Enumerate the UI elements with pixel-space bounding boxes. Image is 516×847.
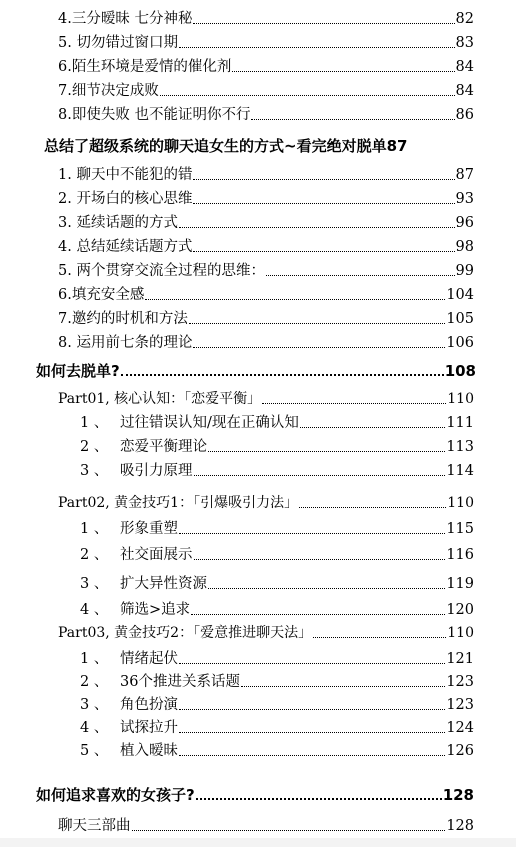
toc-part-title: Part01, 核心认知：「恋爱平衡」 <box>58 391 262 407</box>
toc-entry-page: 119 <box>446 576 474 592</box>
dot-leader <box>193 178 454 180</box>
toc-entry[interactable] <box>80 414 474 432</box>
toc-part-page: 110 <box>447 625 474 641</box>
dot-leader <box>251 118 454 120</box>
toc-entry-title: 5. 切勿错过窗口期 <box>58 35 178 51</box>
toc-item-number: 3 、 <box>80 463 109 479</box>
toc-entry[interactable] <box>58 334 474 352</box>
toc-entry-title: 8.即使失败 也不能证明你不行 <box>58 107 251 123</box>
dot-leader <box>145 298 445 300</box>
toc-part-heading[interactable] <box>58 624 474 642</box>
toc-entry-title: 8. 运用前七条的理论 <box>58 335 193 351</box>
dot-leader <box>232 70 454 72</box>
dot-leader <box>208 450 445 452</box>
toc-entry[interactable] <box>80 696 474 714</box>
toc-entry[interactable] <box>80 520 474 538</box>
toc-entry-title: 吸引力原理 <box>120 463 193 479</box>
toc-item-number: 3 、 <box>80 697 109 713</box>
toc-entry-title: 过往错误认知/现在正确认知 <box>120 415 299 431</box>
toc-item-number: 5 、 <box>80 743 109 759</box>
toc-entry-page: 99 <box>455 263 474 279</box>
toc-entry-title: 形象重塑 <box>120 521 178 537</box>
toc-entry-page: 83 <box>455 35 474 51</box>
toc-entry-title: 聊天三部曲 <box>58 818 131 834</box>
toc-entry-page: 121 <box>446 651 474 667</box>
toc-entry[interactable] <box>80 575 474 593</box>
toc-entry-page: 113 <box>446 439 474 455</box>
dot-leader <box>313 636 446 638</box>
toc-entry-title: 社交面展示 <box>120 547 193 563</box>
dot-leader <box>193 346 445 348</box>
toc-entry[interactable] <box>80 719 474 737</box>
dot-leader <box>121 373 444 376</box>
toc-entry[interactable] <box>58 214 474 232</box>
toc-entry[interactable] <box>80 438 474 456</box>
toc-entry-title: 6.陌生环境是爱情的催化剂 <box>58 59 232 75</box>
toc-entry-title: 扩大异性资源 <box>120 576 207 592</box>
toc-entry-title: 恋爱平衡理论 <box>120 439 207 455</box>
dot-leader <box>132 829 446 831</box>
toc-entry-page: 104 <box>446 287 474 303</box>
toc-part-title: Part03, 黄金技巧2：「爱意推进聊天法」 <box>58 625 313 641</box>
toc-part-page: 110 <box>447 391 474 407</box>
toc-entry-title: 6.填充安全感 <box>58 287 145 303</box>
toc-entry-page: 105 <box>446 311 474 327</box>
toc-entry-title: 2. 开场白的核心思维 <box>58 191 193 207</box>
toc-section-title: 总结了超级系统的聊天追女生的方式~看完绝对脱单 <box>44 137 387 155</box>
toc-entry-page: 123 <box>446 697 474 713</box>
dot-leader <box>300 426 445 428</box>
toc-entry[interactable] <box>58 10 474 28</box>
toc-section-title: 如何追求喜欢的女孩子? <box>36 786 195 804</box>
toc-item-number: 4 、 <box>80 720 109 736</box>
toc-entry[interactable] <box>80 650 474 668</box>
dot-leader <box>194 558 446 560</box>
toc-entry[interactable] <box>80 742 474 760</box>
toc-entry[interactable] <box>58 58 474 76</box>
toc-entry[interactable] <box>80 673 474 691</box>
toc-entry-page: 84 <box>455 83 474 99</box>
dot-leader <box>196 797 442 800</box>
toc-entry[interactable] <box>80 601 474 619</box>
toc-entry-title: 情绪起伏 <box>120 651 178 667</box>
toc-entry[interactable] <box>58 286 474 304</box>
toc-entry-page: 124 <box>446 720 474 736</box>
toc-entry-page: 87 <box>455 167 474 183</box>
toc-section-heading[interactable] <box>44 137 476 155</box>
toc-item-number: 1 、 <box>80 651 109 667</box>
toc-entry-page: 114 <box>446 463 474 479</box>
toc-section-page: 108 <box>444 362 476 380</box>
dot-leader <box>179 226 455 228</box>
toc-item-number: 1 、 <box>80 521 109 537</box>
toc-part-heading[interactable] <box>58 390 474 408</box>
toc-entry-page: 106 <box>446 335 474 351</box>
dot-leader <box>193 202 454 204</box>
toc-item-number: 2 、 <box>80 547 109 563</box>
toc-entry[interactable] <box>80 462 474 480</box>
toc-entry[interactable] <box>58 262 474 280</box>
toc-entry[interactable] <box>58 82 474 100</box>
toc-entry-title: 4.三分暧昧 七分神秘 <box>58 11 193 27</box>
toc-entry-title: 4. 总结延续话题方式 <box>58 239 193 255</box>
toc-section-heading[interactable] <box>36 362 476 380</box>
dot-leader <box>179 532 445 534</box>
toc-entry-page: 86 <box>455 107 474 123</box>
dot-leader <box>266 274 455 276</box>
toc-section-title: 如何去脱单? <box>36 362 120 380</box>
toc-entry-page: 126 <box>446 743 474 759</box>
toc-part-page: 110 <box>447 495 474 511</box>
toc-part-title: Part02, 黄金技巧1：「引爆吸引力法」 <box>58 495 299 511</box>
toc-item-number: 4 、 <box>80 602 109 618</box>
toc-entry-title: 角色扮演 <box>120 697 178 713</box>
toc-item-number: 2 、 <box>80 439 109 455</box>
dot-leader <box>299 506 446 508</box>
dot-leader <box>189 322 445 324</box>
toc-item-number: 2 、 <box>80 674 109 690</box>
dot-leader <box>193 22 454 24</box>
toc-entry-page: 93 <box>455 191 474 207</box>
toc-entry-title: 植入暧昧 <box>120 743 178 759</box>
dot-leader <box>179 46 455 48</box>
toc-entry[interactable] <box>58 106 474 124</box>
toc-section-page: 128 <box>442 786 474 804</box>
dot-leader <box>208 587 445 589</box>
toc-entry-title: 试探拉升 <box>120 720 178 736</box>
toc-entry-title: 3. 延续话题的方式 <box>58 215 178 231</box>
toc-entry[interactable] <box>58 190 474 208</box>
toc-entry-page: 123 <box>446 674 474 690</box>
toc-entry-page: 96 <box>455 215 474 231</box>
dot-leader <box>179 754 445 756</box>
toc-part-heading[interactable] <box>58 494 474 512</box>
toc-entry-page: 111 <box>446 415 474 431</box>
toc-entry[interactable] <box>80 546 474 564</box>
dot-leader <box>262 402 446 404</box>
dot-leader <box>179 662 445 664</box>
toc-entry-page: 128 <box>446 818 474 834</box>
toc-entry[interactable] <box>58 310 474 328</box>
toc-entry-page: 98 <box>455 239 474 255</box>
toc-entry-page: 115 <box>446 521 474 537</box>
dot-leader <box>193 250 454 252</box>
toc-entry-title: 1. 聊天中不能犯的错 <box>58 167 193 183</box>
dot-leader <box>194 474 446 476</box>
toc-entry-page: 84 <box>455 59 474 75</box>
dot-leader <box>179 731 445 733</box>
dot-leader <box>241 685 445 687</box>
toc-entry-title: 5. 两个贯穿交流全过程的思维： <box>58 263 265 279</box>
toc-entry-title: 7.邀约的时机和方法 <box>58 311 188 327</box>
toc-entry-title: 7.细节决定成败 <box>58 83 159 99</box>
toc-entry[interactable] <box>58 166 474 184</box>
toc-entry-title: 36个推进关系话题 <box>120 674 240 690</box>
dot-leader <box>191 613 445 615</box>
toc-entry[interactable] <box>58 238 474 256</box>
dot-leader <box>160 94 455 96</box>
toc-entry-title: 筛选>追求 <box>120 602 191 618</box>
toc-section-page: 87 <box>386 137 408 155</box>
toc-entry-page: 116 <box>446 547 474 563</box>
dot-leader <box>179 708 445 710</box>
toc-item-number: 1 、 <box>80 415 109 431</box>
toc-item-number: 3 、 <box>80 576 109 592</box>
toc-entry-page: 82 <box>455 11 474 27</box>
toc-entry[interactable] <box>58 817 474 835</box>
toc-entry-page: 120 <box>446 602 474 618</box>
toc-section-heading[interactable] <box>36 786 474 804</box>
toc-entry[interactable] <box>58 34 474 52</box>
